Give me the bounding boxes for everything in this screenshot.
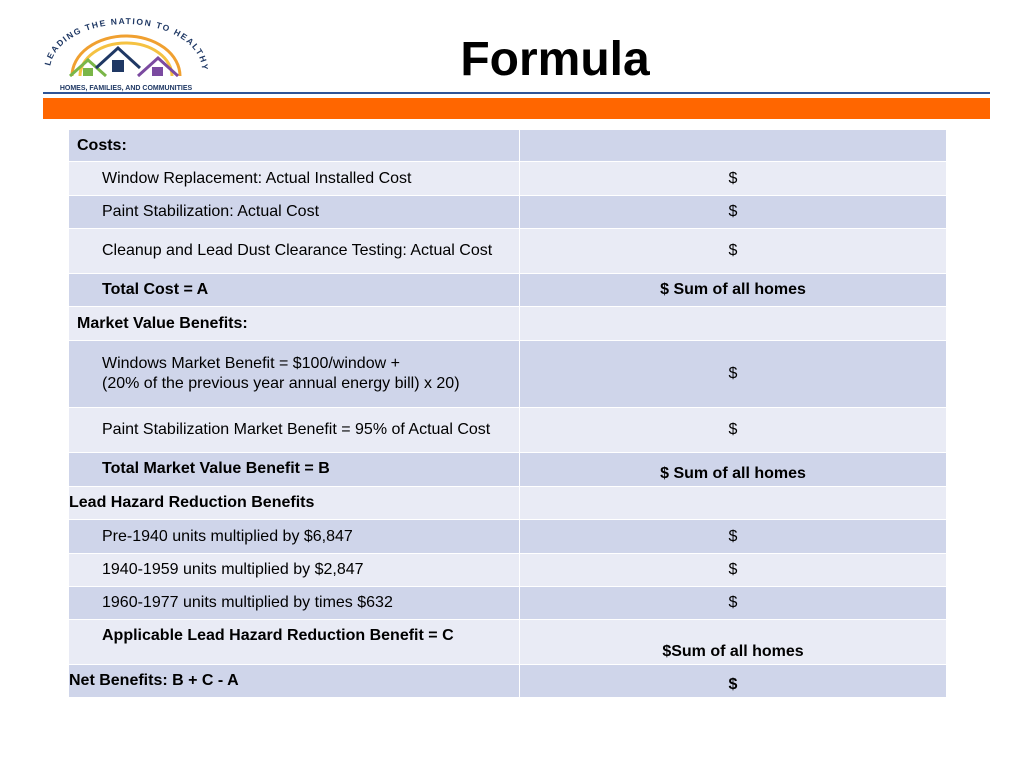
lead-hazard-header: Lead Hazard Reduction Benefits	[69, 487, 520, 520]
pre-1940-value: $	[520, 520, 947, 554]
net-benefits-label: Net Benefits: B + C - A	[69, 665, 520, 698]
market-value-header: Market Value Benefits:	[69, 307, 520, 341]
total-cost-label: Total Cost = A	[69, 274, 520, 307]
paint-market-benefit-value: $	[520, 408, 947, 453]
table-row-applicable-lead	[69, 620, 947, 665]
table-row	[69, 196, 947, 229]
table-row	[69, 408, 947, 453]
units-1940-1959-value: $	[520, 554, 947, 587]
table-row	[69, 554, 947, 587]
table-row-costs-header	[69, 130, 947, 162]
cleanup-value: $	[520, 229, 947, 274]
table-row-total-market	[69, 453, 947, 487]
table-row-market-header	[69, 307, 947, 341]
windows-market-benefit-value: $	[520, 341, 947, 408]
cleanup-label: Cleanup and Lead Dust Clearance Testing: Actual Cost	[69, 229, 520, 274]
table-row	[69, 162, 947, 196]
windows-market-benefit-label	[69, 341, 520, 408]
logo-arc-text: LEADING THE NATION TO HEALTHY	[42, 18, 211, 72]
logo-tagline: HOMES, FAMILIES, AND COMMUNITIES	[59, 85, 193, 92]
empty-cell	[520, 130, 947, 162]
paint-stabilization-value: $	[520, 196, 947, 229]
applicable-lead-benefit-label: Applicable Lead Hazard Reduction Benefit = C	[69, 620, 520, 665]
table-row	[69, 520, 947, 554]
units-1940-1959-label: 1940-1959 units multiplied by $2,847	[69, 554, 520, 587]
empty-cell	[520, 307, 947, 341]
empty-cell	[520, 487, 947, 520]
total-market-value-label: Total Market Value Benefit = B	[69, 453, 520, 487]
header-accent-bar	[43, 98, 990, 119]
window-replacement-label: Window Replacement: Actual Installed Cost	[69, 162, 520, 196]
header-divider-line	[43, 92, 990, 94]
total-market-value-value: $ Sum of all homes	[520, 453, 947, 487]
window-replacement-value: $	[520, 162, 947, 196]
total-cost-value: $ Sum of all homes	[520, 274, 947, 307]
units-1960-1977-label: 1960-1977 units multiplied by times $632	[69, 587, 520, 620]
paint-stabilization-label: Paint Stabilization: Actual Cost	[69, 196, 520, 229]
net-benefits-value: $	[520, 665, 947, 698]
page-title: Formula	[460, 33, 650, 86]
table-row	[69, 587, 947, 620]
table-row	[69, 229, 947, 274]
table-row-lead-header	[69, 487, 947, 520]
formula-table	[68, 129, 947, 698]
paint-market-benefit-label: Paint Stabilization Market Benefit = 95% of Actual Cost	[69, 408, 520, 453]
table-row	[69, 341, 947, 408]
table-row-net-benefits	[69, 665, 947, 698]
table-row-total-cost	[69, 274, 947, 307]
applicable-lead-benefit-value: $Sum of all homes	[520, 620, 947, 665]
windows-market-benefit-line-2: (20% of the previous year annual energy bill) x 20)	[102, 375, 460, 392]
windows-market-benefit-line-1: Windows Market Benefit = $100/window +	[102, 355, 400, 372]
units-1960-1977-value: $	[520, 587, 947, 620]
costs-header: Costs:	[69, 130, 520, 162]
pre-1940-label: Pre-1940 units multiplied by $6,847	[69, 520, 520, 554]
